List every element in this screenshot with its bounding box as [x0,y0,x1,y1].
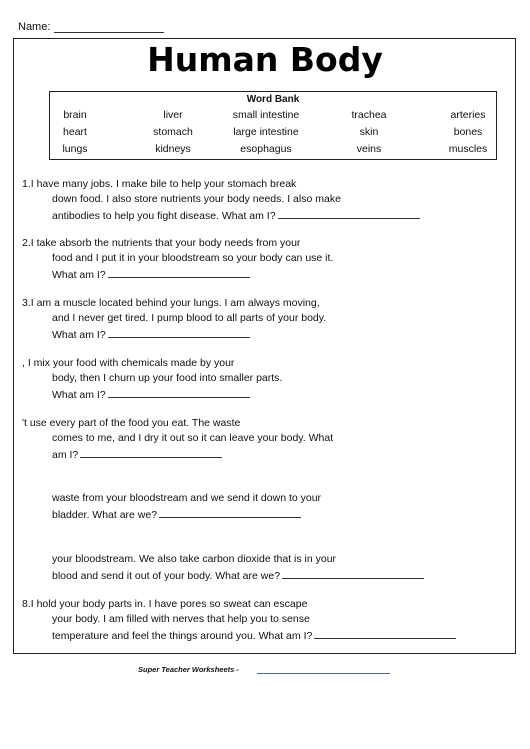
question-text: food and I put it in your bloodstream so your body can use it. [52,252,334,264]
word-bank-word: heart [63,126,87,138]
answer-line[interactable] [80,446,222,458]
answer-line[interactable] [108,266,250,278]
question-text: your body. I am filled with nerves that help you to sense [52,613,310,625]
word-bank-row [50,126,496,140]
word-bank-title: Word Bank [246,94,300,105]
question-text: down food. I also store nutrients your body needs. I also make [52,193,341,205]
question-text: bladder. What are we? [52,509,158,521]
question-8 [22,597,456,644]
footer-credit: Super Teacher Worksheets - [138,665,239,674]
question-3 [22,296,326,343]
footer-link-line[interactable] [257,673,390,674]
question-text: What am I? [52,329,106,341]
question-7 [22,552,424,584]
question-text: your bloodstream. We also take carbon dioxide that is in your [52,553,337,565]
question-text: 2.I take absorb the nutrients that your body needs from your [22,237,301,249]
word-bank-word: large intestine [233,126,299,138]
question-text: temperature and feel the things around you. What am I? [52,630,313,642]
word-bank-word: liver [163,109,183,121]
answer-line[interactable] [314,627,456,639]
word-bank-word: esophagus [240,143,292,155]
word-bank-word: skin [359,126,379,138]
word-bank-word: veins [356,143,382,155]
answer-line[interactable] [282,567,424,579]
word-bank-word: brain [63,109,87,121]
question-text: am I? [52,449,79,461]
answer-line[interactable] [159,506,301,518]
answer-line[interactable] [108,326,250,338]
question-text: antibodies to help you fight disease. What am I? [52,210,276,222]
question-4 [22,356,282,403]
word-bank-word: bones [453,126,483,138]
question-6 [22,491,321,523]
page-title: Human Body [147,40,383,79]
name-label: Name: [18,21,51,33]
answer-line[interactable] [278,207,420,219]
word-bank-row [50,109,496,123]
question-1 [22,177,420,224]
question-text: comes to me, and I dry it out so it can leave your body. What [52,432,334,444]
question-text: 8.I hold your body parts in. I have pores so sweat can escape [22,598,308,610]
question-text: 3.I am a muscle located behind your lungs. I am always moving, [22,297,320,309]
word-bank-word: muscles [448,143,488,155]
word-bank [49,91,497,160]
word-bank-word: trachea [351,109,387,121]
question-text: , I mix your food with chemicals made by your [22,357,235,369]
word-bank-word: arteries [450,109,486,121]
name-row [18,21,164,33]
question-text: and I never get tired. I pump blood to all parts of your body. [52,312,327,324]
answer-line[interactable] [108,386,250,398]
question-2 [22,236,333,283]
question-5 [22,416,333,463]
question-text: waste from your bloodstream and we send it down to your [52,492,322,504]
word-bank-word: lungs [62,143,88,155]
word-bank-row [50,143,496,157]
word-bank-word: small intestine [232,109,300,121]
question-text: blood and send it out of your body. What are we? [52,570,281,582]
word-bank-word: kidneys [155,143,191,155]
word-bank-word: stomach [153,126,193,138]
question-text: What am I? [52,269,106,281]
name-field[interactable] [54,22,164,33]
question-text: body, then I churn up your food into smaller parts. [52,372,283,384]
question-text: 't use every part of the food you eat. The waste [22,417,241,429]
question-text: What am I? [52,389,106,401]
question-text: 1.I have many jobs. I make bile to help your stomach break [22,178,297,190]
